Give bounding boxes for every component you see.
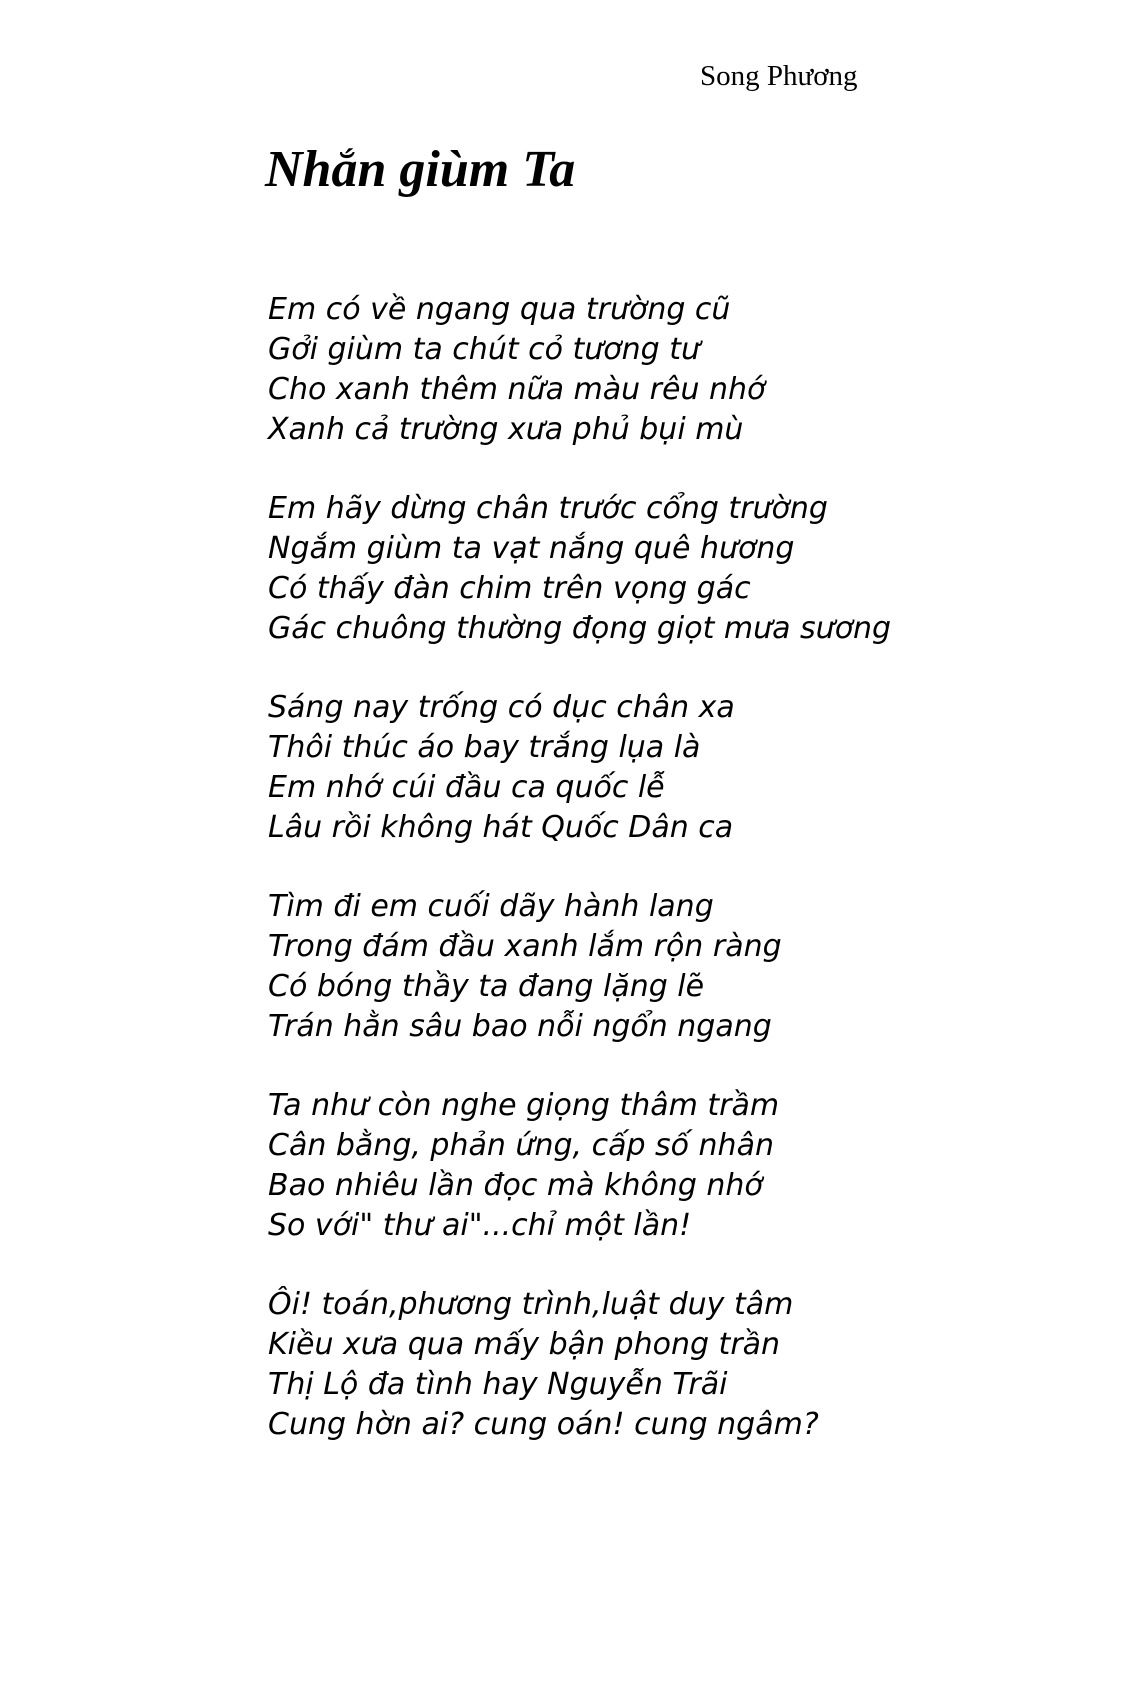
poem-line: Gởi giùm ta chút cỏ tương tư <box>268 332 701 367</box>
poem-line: Bao nhiêu lần đọc mà không nhớ <box>268 1168 763 1203</box>
poem-line: Em có về ngang qua trường cũ <box>268 292 731 327</box>
poem-line: Em hãy dừng chân trước cổng trường <box>268 491 828 526</box>
poem-line: Trán hằn sâu bao nỗi ngổn ngang <box>268 1009 772 1044</box>
poem-line: Ôi! toán,phương trình,luật duy tâm <box>268 1287 794 1322</box>
stanza-2 <box>268 489 1088 649</box>
poem-line: Kiều xưa qua mấy bận phong trần <box>268 1327 781 1362</box>
poem-line: Tìm đi em cuối dãy hành lang <box>268 889 714 924</box>
poem-line: Thị Lộ đa tình hay Nguyễn Trãi <box>268 1367 728 1402</box>
poem-title: Nhắn giùm Ta <box>265 141 576 198</box>
stanza-1 <box>268 290 1088 450</box>
poem-line: Cung hờn ai? cung oán! cung ngâm? <box>268 1407 819 1442</box>
poem-line: Xanh cả trường xưa phủ bụi mù <box>268 412 744 447</box>
stanza-5 <box>268 1086 1088 1246</box>
poem-line: Ngắm giùm ta vạt nắng quê hương <box>268 531 795 566</box>
stanza-4 <box>268 887 1088 1047</box>
poem-line: Lâu rồi không hát Quốc Dân ca <box>268 810 734 845</box>
poem-body <box>268 290 1088 1484</box>
poem-line: So với" thư ai"...chỉ một lần! <box>268 1208 692 1243</box>
poem-line: Thôi thúc áo bay trắng lụa là <box>268 730 701 765</box>
poem-line: Ta như còn nghe giọng thâm trầm <box>268 1088 780 1123</box>
poem-line: Sáng nay trống có dục chân xa <box>268 690 735 725</box>
poem-line: Cho xanh thêm nữa màu rêu nhớ <box>268 372 766 407</box>
stanza-6 <box>268 1285 1088 1445</box>
poem-line: Gác chuông thường đọng giọt mưa sương <box>268 611 892 646</box>
poem-line: Em nhớ cúi đầu ca quốc lễ <box>268 770 665 805</box>
poem-line: Trong đám đầu xanh lắm rộn ràng <box>268 929 782 964</box>
poem-line: Cân bằng, phản ứng, cấp số nhân <box>268 1128 774 1163</box>
author-name: Song Phương <box>700 60 858 92</box>
stanza-3 <box>268 688 1088 848</box>
poem-line: Có thấy đàn chim trên vọng gác <box>268 571 751 606</box>
poem-line: Có bóng thầy ta đang lặng lẽ <box>268 969 705 1004</box>
